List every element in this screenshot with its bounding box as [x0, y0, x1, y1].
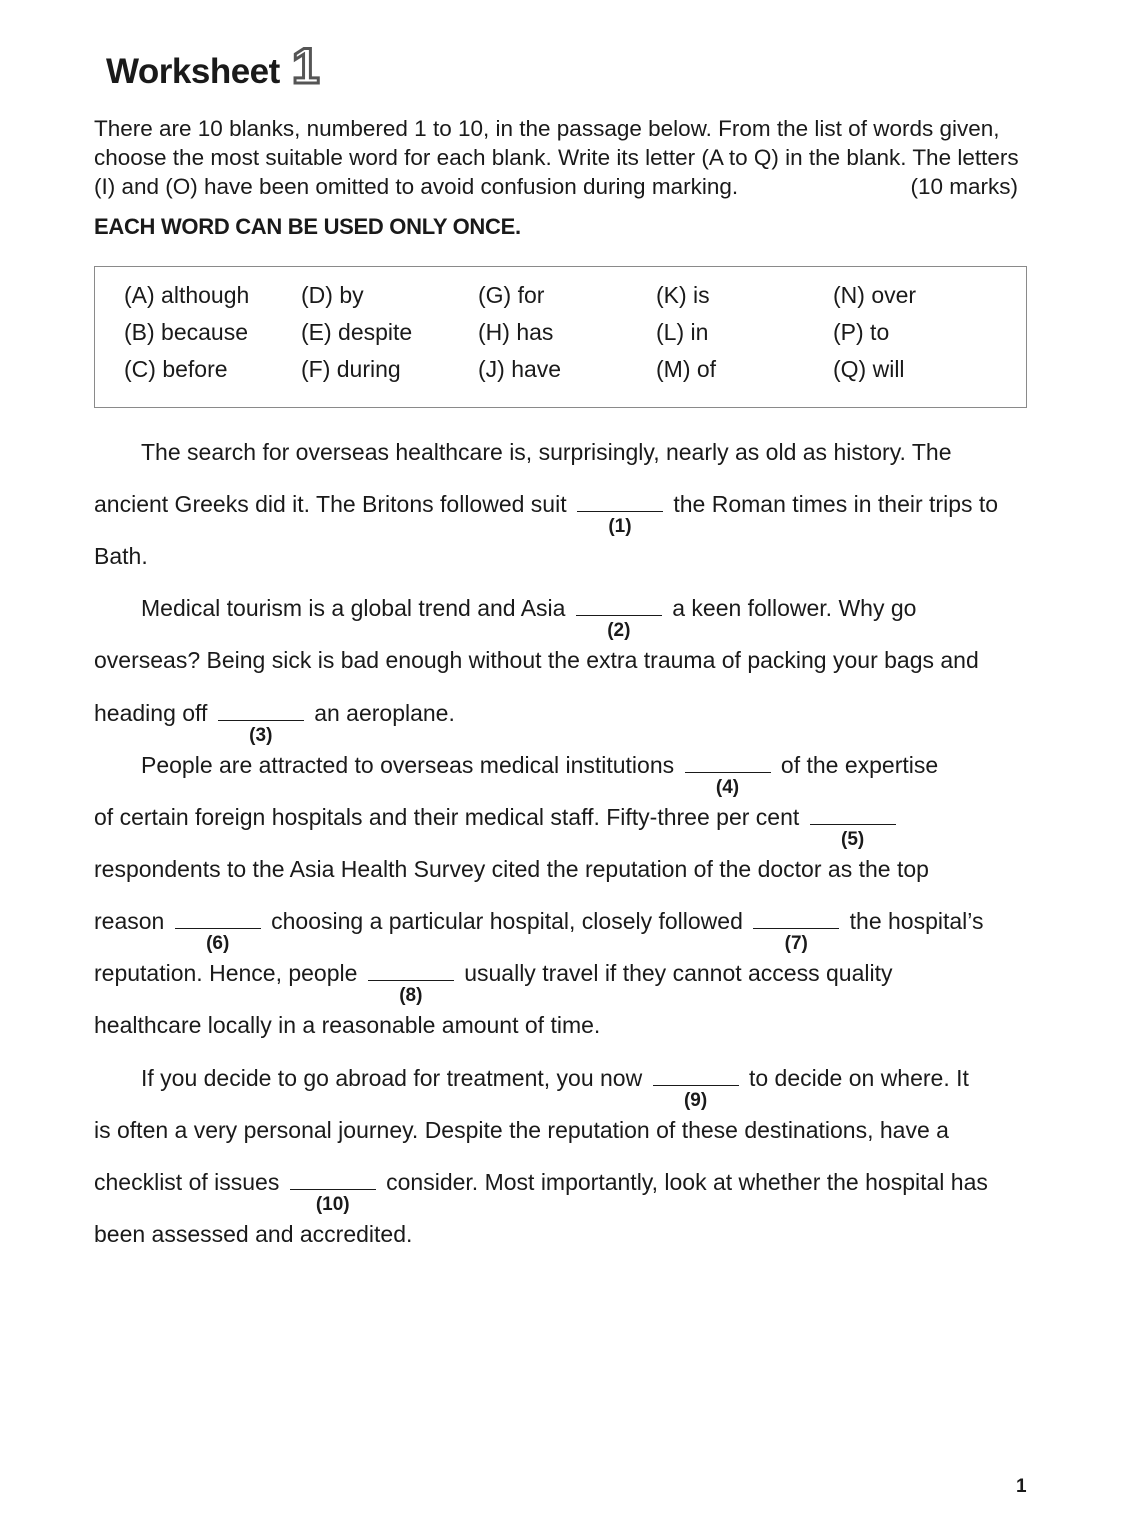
page-title: Worksheet: [106, 52, 280, 91]
passage-text: of certain foreign hospitals and their medical staff. Fifty-three per cent: [94, 804, 800, 830]
answer-blank[interactable]: [685, 754, 771, 798]
worksheet-number: 1: [291, 38, 320, 94]
passage-text: of the expertise: [780, 752, 939, 778]
passage-text: usually travel if they cannot access quality: [464, 960, 893, 986]
word-option: (M) of: [656, 356, 717, 382]
passage-line: been assessed and accredited.: [94, 1221, 413, 1247]
passage-text: Medical tourism is a global trend and Asia: [141, 595, 566, 621]
blank-number: (6): [206, 933, 230, 954]
passage-text: reputation. Hence, people: [94, 960, 358, 986]
passage-line: [141, 752, 939, 798]
page-number: 1: [1016, 1476, 1027, 1497]
passage-text: a keen follower. Why go: [672, 595, 917, 621]
passage-text: choosing a particular hospital, closely followed: [271, 908, 743, 934]
marks-label: (10 marks): [910, 174, 1018, 199]
word-option: (K) is: [656, 282, 710, 308]
instruction-line: [94, 172, 1034, 201]
answer-blank[interactable]: [218, 702, 304, 746]
passage-text: If you decide to go abroad for treatment, you now: [141, 1065, 643, 1091]
passage-line: is often a very personal journey. Despite the reputation of these destinations, have a: [94, 1117, 949, 1143]
blank-number: (7): [784, 933, 808, 954]
blank-number: (8): [399, 985, 423, 1006]
word-option: (N) over: [833, 282, 917, 308]
answer-blank[interactable]: [368, 962, 454, 1006]
usage-rule: EACH WORD CAN BE USED ONLY ONCE.: [94, 214, 521, 239]
word-option: (G) for: [478, 282, 545, 308]
answer-blank[interactable]: [290, 1171, 376, 1215]
word-option: (B) because: [124, 319, 249, 345]
passage-text: reason: [94, 908, 165, 934]
passage-line: healthcare locally in a reasonable amount of time.: [94, 1012, 601, 1038]
word-option: (L) in: [656, 319, 709, 345]
word-option: (C) before: [124, 356, 228, 382]
word-option: (F) during: [301, 356, 401, 382]
word-option: (J) have: [478, 356, 562, 382]
passage-line: [94, 908, 984, 954]
passage-line: The search for overseas healthcare is, surprisingly, nearly as old as history. The: [141, 439, 952, 465]
passage-text: an aeroplane.: [314, 700, 455, 726]
instruction-line: There are 10 blanks, numbered 1 to 10, in the passage below. From the list of words given,: [94, 116, 1000, 141]
blank-number: (2): [607, 620, 631, 641]
blank-number: (1): [608, 516, 632, 537]
passage-text: the Roman times in their trips to: [673, 491, 999, 517]
passage-text: consider. Most importantly, look at whether the hospital has: [386, 1169, 988, 1195]
blank-number: (5): [841, 829, 865, 850]
word-bank: [94, 266, 1027, 408]
word-option: (E) despite: [301, 319, 413, 345]
passage-text: People are attracted to overseas medical institutions: [141, 752, 675, 778]
word-option: (D) by: [301, 282, 364, 308]
blank-number: (9): [683, 1090, 708, 1111]
word-option: (P) to: [833, 319, 890, 345]
passage-text: ancient Greeks did it. The Britons followed suit: [94, 491, 567, 517]
passage-line: [94, 491, 999, 537]
passage-line: overseas? Being sick is bad enough without the extra trauma of packing your bags and: [94, 647, 979, 673]
passage-line: [94, 1169, 988, 1215]
word-option: (Q) will: [833, 356, 905, 382]
passage-line: [141, 1065, 969, 1111]
blank-number: (10): [315, 1194, 350, 1215]
answer-blank[interactable]: [576, 597, 662, 641]
passage-line: [94, 960, 893, 1006]
worksheet-header: [106, 38, 320, 94]
passage-text: to decide on where. It: [748, 1065, 969, 1091]
answer-blank[interactable]: [810, 806, 896, 850]
passage-text: the hospital’s: [849, 908, 984, 934]
passage-line: [141, 595, 917, 641]
answer-blank[interactable]: [175, 910, 261, 954]
instruction-text: (I) and (O) have been omitted to avoid confusion during marking.: [94, 174, 739, 199]
blank-number: (3): [249, 725, 273, 746]
word-option: (A) although: [124, 282, 250, 308]
answer-blank[interactable]: [577, 493, 663, 537]
instruction-line: choose the most suitable word for each blank. Write its letter (A to Q) in the blank. The letters: [94, 145, 1019, 170]
passage-line: [94, 700, 455, 746]
passage-line: respondents to the Asia Health Survey cited the reputation of the doctor as the top: [94, 856, 929, 882]
instructions: [94, 114, 1034, 201]
passage-line: [94, 804, 900, 850]
passage-text: heading off: [94, 700, 208, 726]
answer-blank[interactable]: [753, 910, 839, 954]
passage-text: checklist of issues: [94, 1169, 280, 1195]
passage-line: Bath.: [94, 543, 148, 569]
blank-number: (4): [715, 777, 740, 798]
answer-blank[interactable]: [653, 1067, 739, 1111]
word-option: (H) has: [478, 319, 554, 345]
